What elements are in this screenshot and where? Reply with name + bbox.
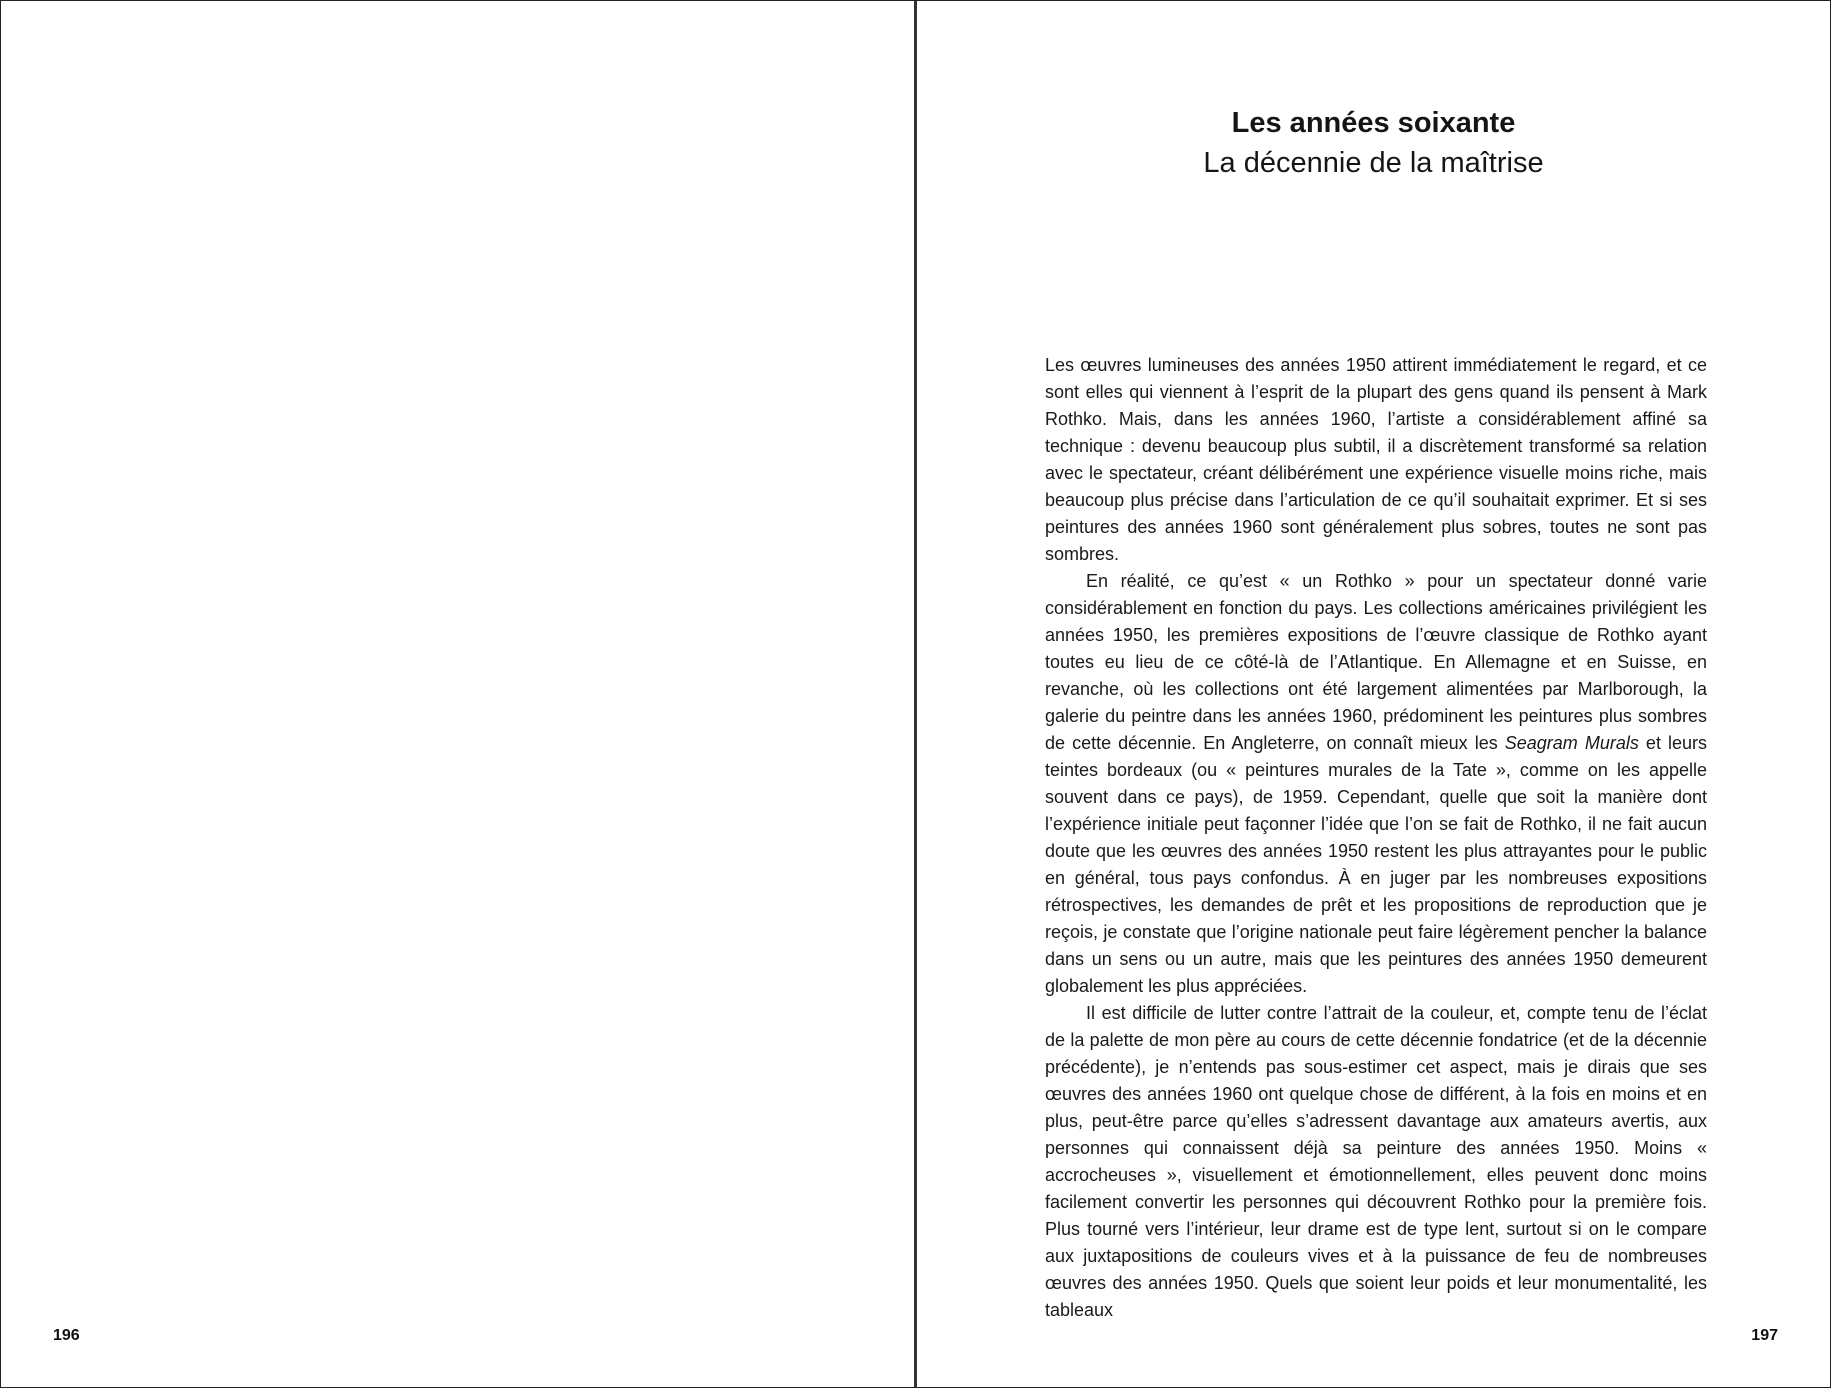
artwork-title-italic: Seagram Murals	[1504, 733, 1639, 753]
chapter-subtitle: La décennie de la maîtrise	[1203, 147, 1544, 179]
page-number-right: 197	[1751, 1327, 1778, 1344]
paragraph-1: Les œuvres lumineuses des années 1950 attirent immédiatement le regard, et ce sont elles qui viennent à l’esprit de la plupart des gens quand ils pensent à Mark Rothko. Mais, dans les années 1960, l’artiste a considérablement affiné sa technique : devenu beaucoup plus subtil, il a discrètement transformé sa relation avec le spectateur, créant délibérément une expérience visuelle moins riche, mais beaucoup plus précise dans l’articulation de ce qu’il souhaitait exprimer. Et si ses peintures des années 1960 sont généralement plus sobres, toutes ne sont pas sombres.	[1045, 355, 1707, 564]
left-page	[1, 1, 915, 1387]
body-text	[1045, 352, 1707, 1324]
paragraph-2-part-2: et leurs teintes bordeaux (ou « peintures murales de la Tate », comme on les appelle souvent dans ce pays), de 1959. Cependant, quelle que soit la manière dont l’expérience initiale peut façonner l’idée que l’on se fait de Rothko, il ne fait aucun doute que les œuvres des années 1950 restent les plus attrayantes pour le public en général, tous pays confondus. À en juger par les nombreuses expositions rétrospectives, les demandes de prêt et les propositions de reproduction que je reçois, je constate que l’origine nationale peut faire légèrement pencher la balance dans un sens ou un autre, mais que les peintures des années 1950 demeurent globalement les plus appréciées.	[1045, 733, 1708, 996]
paragraph-2-part-1: En réalité, ce qu’est « un Rothko » pour un spectateur donné varie considérablement en fonction du pays. Les collections américaines privilégient les années 1950, les premières expositions de l’œuvre classique de Rothko ayant toutes eu lieu de ce côté-là de l’Atlantique. En Allemagne et en Suisse, en revanche, où les collections ont été largement alimentées par Marlborough, la galerie du peintre dans les années 1960, prédominent les peintures plus sombres de cette décennie. En Angleterre, on connaît mieux les	[1045, 571, 1707, 753]
page-number-left: 196	[53, 1327, 80, 1344]
paragraph-3: Il est difficile de lutter contre l’attrait de la couleur, et, compte tenu de l’éclat de la palette de mon père au cours de cette décennie fondatrice (et de la décennie précédente), je n’entends pas sous-estimer cet aspect, mais je dirais que ses œuvres des années 1960 ont quelque chose de différent, à la fois en moins et en plus, peut-être parce qu’elles s’adressent davantage aux amateurs avertis, aux personnes qui connaissent déjà sa peinture des années 1950. Moins « accrocheuses », visuellement et émotionnellement, elles peuvent donc moins facilement convertir les personnes qui découvrent Rothko pour la première fois. Plus tourné vers l’intérieur, leur drame est de type lent, surtout si on le compare aux juxtapositions de couleurs vives et à la puissance de feu de nombreuses œuvres des années 1950. Quels que soient leur poids et leur monumentalité, les tableaux	[1045, 1003, 1707, 1320]
right-page	[917, 1, 1830, 1387]
paragraph-2	[1045, 568, 1707, 1000]
chapter-heading	[917, 103, 1830, 183]
chapter-title: Les années soixante	[1231, 107, 1516, 139]
